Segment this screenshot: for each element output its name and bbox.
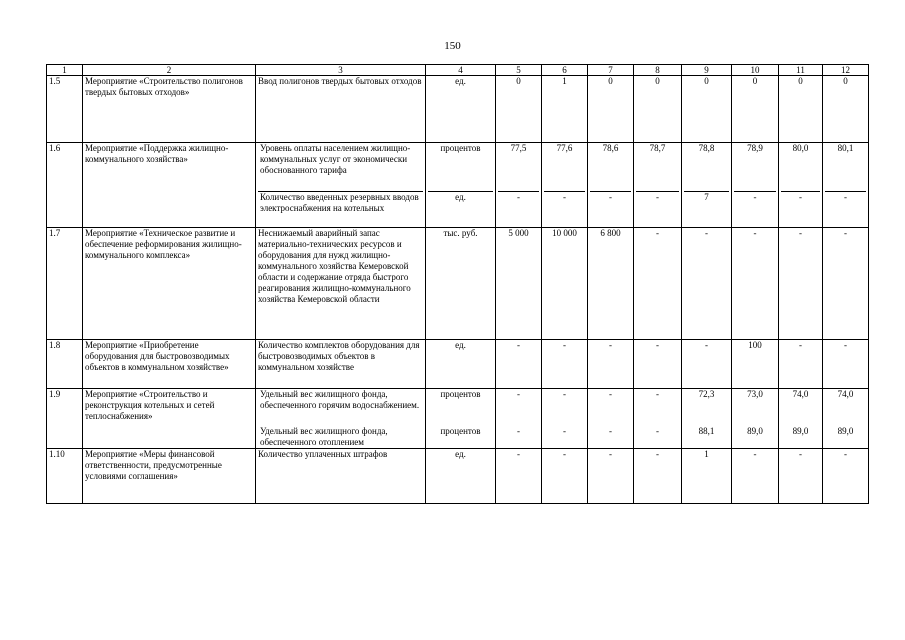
- value-pair: [823, 143, 869, 228]
- value-cell: -: [732, 449, 779, 504]
- header-cell: 2: [83, 65, 256, 76]
- value-cell: -: [825, 191, 866, 227]
- value-cell: 7: [684, 191, 729, 227]
- value-cell: -: [781, 191, 820, 227]
- value-cell: 78,6: [602, 143, 619, 153]
- value-pair: [588, 389, 634, 449]
- value-cell: -: [498, 191, 539, 227]
- value-pair: [682, 389, 732, 449]
- value-cell: -: [734, 191, 776, 227]
- table-row: [47, 76, 869, 143]
- indicator-name: Удельный вес жилищного фонда, обеспеченного отоплением: [260, 426, 388, 447]
- unit: ед.: [426, 340, 496, 389]
- value-cell: 89,0: [792, 426, 809, 436]
- indicator-cell: [256, 143, 426, 228]
- value-cell: 78,8: [698, 143, 715, 153]
- indicator-name: Количество уплаченных штрафов: [256, 449, 426, 504]
- value-cell: -: [517, 426, 520, 436]
- header-cell: 10: [732, 65, 779, 76]
- unit: процентов: [440, 389, 481, 399]
- value-cell: 77,6: [556, 143, 573, 153]
- value-cell: -: [656, 426, 659, 436]
- header-cell: 5: [496, 65, 542, 76]
- value-cell: -: [588, 340, 634, 389]
- indicator-name: Удельный вес жилищного фонда, обеспеченного горячим водоснабжением.: [260, 389, 420, 410]
- value-cell: -: [779, 340, 823, 389]
- value-cell: 1: [682, 449, 732, 504]
- value-cell: 74,0: [792, 389, 809, 399]
- table-row: [47, 228, 869, 340]
- value-cell: -: [609, 426, 612, 436]
- value-cell: -: [823, 449, 869, 504]
- indicator-name: Количество введенных резервных вводов электроснабжения на котельных: [258, 191, 423, 227]
- value-cell: 80,0: [792, 143, 809, 153]
- value-cell: 0: [634, 76, 682, 143]
- value-cell: 5 000: [496, 228, 542, 340]
- row-number: 1.6: [47, 143, 83, 228]
- header-cell: 1: [47, 65, 83, 76]
- value-cell: 0: [823, 76, 869, 143]
- value-cell: 0: [588, 76, 634, 143]
- event-name: Мероприятие «Техническое развитие и обеспечение реформирования жилищно-коммунального комплекса»: [83, 228, 256, 340]
- header-cell: 3: [256, 65, 426, 76]
- unit: процентов: [440, 143, 481, 153]
- value-cell: -: [563, 389, 566, 399]
- value-cell: -: [496, 340, 542, 389]
- value-pair: [779, 389, 823, 449]
- value-cell: -: [823, 340, 869, 389]
- event-name: Мероприятие «Строительство и реконструкция котельных и сетей теплоснабжения»: [83, 389, 256, 449]
- header-row: [47, 65, 869, 76]
- unit: процентов: [440, 426, 481, 436]
- indicator-name: Уровень оплаты населением жилищно-коммунальных услуг от экономически обоснованного тарифа: [260, 143, 411, 175]
- value-pair: [823, 389, 869, 449]
- value-cell: 1: [542, 76, 588, 143]
- value-cell: 0: [779, 76, 823, 143]
- header-cell: 12: [823, 65, 869, 76]
- value-cell: 80,1: [837, 143, 854, 153]
- value-cell: -: [634, 449, 682, 504]
- value-cell: 77,5: [510, 143, 527, 153]
- value-cell: -: [634, 340, 682, 389]
- unit: тыс. руб.: [426, 228, 496, 340]
- value-cell: -: [542, 340, 588, 389]
- value-cell: 73,0: [747, 389, 763, 399]
- value-cell: -: [823, 228, 869, 340]
- value-pair: [779, 143, 823, 228]
- value-cell: 6 800: [588, 228, 634, 340]
- unit: ед.: [426, 449, 496, 504]
- value-pair: [542, 143, 588, 228]
- value-cell: -: [609, 389, 612, 399]
- table-row: [47, 143, 869, 228]
- value-pair: [496, 143, 542, 228]
- value-cell: 78,9: [747, 143, 763, 153]
- value-cell: 72,3: [698, 389, 715, 399]
- value-cell: -: [590, 191, 631, 227]
- value-cell: -: [588, 449, 634, 504]
- indicator-name: Количество комплектов оборудования для быстровозводимых объектов в коммунальном хозяйстве: [256, 340, 426, 389]
- value-pair: [542, 389, 588, 449]
- row-number: 1.7: [47, 228, 83, 340]
- value-pair: [588, 143, 634, 228]
- unit-cell: [426, 389, 496, 449]
- value-pair: [682, 143, 732, 228]
- header-cell: 6: [542, 65, 588, 76]
- table-row: [47, 340, 869, 389]
- value-cell: -: [779, 228, 823, 340]
- header-cell: 7: [588, 65, 634, 76]
- header-cell: 9: [682, 65, 732, 76]
- value-pair: [732, 389, 779, 449]
- value-cell: -: [563, 426, 566, 436]
- value-cell: -: [636, 191, 679, 227]
- row-number: 1.10: [47, 449, 83, 504]
- value-cell: -: [682, 228, 732, 340]
- value-cell: 88,1: [698, 426, 715, 436]
- value-cell: -: [779, 449, 823, 504]
- value-cell: -: [542, 449, 588, 504]
- value-cell: 0: [682, 76, 732, 143]
- value-pair: [732, 143, 779, 228]
- value-cell: 10 000: [542, 228, 588, 340]
- value-cell: -: [517, 389, 520, 399]
- value-pair: [634, 389, 682, 449]
- header-cell: 8: [634, 65, 682, 76]
- event-name: Мероприятие «Поддержка жилищно-коммунального хозяйства»: [83, 143, 256, 228]
- unit: ед.: [428, 191, 493, 227]
- unit-cell: [426, 143, 496, 228]
- indicator-cell: [256, 389, 426, 449]
- event-name: Мероприятие «Строительство полигонов твердых бытовых отходов»: [83, 76, 256, 143]
- value-cell: 89,0: [747, 426, 763, 436]
- header-cell: 11: [779, 65, 823, 76]
- value-pair: [634, 143, 682, 228]
- row-number: 1.5: [47, 76, 83, 143]
- header-cell: 4: [426, 65, 496, 76]
- indicators-table: [46, 64, 869, 504]
- row-number: 1.9: [47, 389, 83, 449]
- row-number: 1.8: [47, 340, 83, 389]
- unit: ед.: [426, 76, 496, 143]
- event-name: Мероприятие «Приобретение оборудования для быстровозводимых объектов в коммунальном хозяйстве»: [83, 340, 256, 389]
- value-cell: -: [634, 228, 682, 340]
- value-cell: 89,0: [837, 426, 854, 436]
- indicator-name: Ввод полигонов твердых бытовых отходов: [256, 76, 426, 143]
- table-row: [47, 389, 869, 449]
- value-cell: 100: [732, 340, 779, 389]
- value-pair: [496, 389, 542, 449]
- value-cell: -: [544, 191, 585, 227]
- table-row: [47, 449, 869, 504]
- value-cell: 78,7: [649, 143, 666, 153]
- value-cell: 0: [732, 76, 779, 143]
- value-cell: 74,0: [837, 389, 854, 399]
- value-cell: -: [732, 228, 779, 340]
- value-cell: -: [656, 389, 659, 399]
- page-number: 150: [444, 40, 461, 52]
- value-cell: 0: [496, 76, 542, 143]
- event-name: Мероприятие «Меры финансовой ответственности, предусмотренные условиями соглашения»: [83, 449, 256, 504]
- indicator-name: Неснижаемый аварийный запас материально-технических ресурсов и оборудования для нужд жилищно-коммунального хозяйства Кемеровской области и содержание отряда быстрого реагирования жилищно-коммунального хозяйства Кемеровской области: [256, 228, 426, 340]
- value-cell: -: [682, 340, 732, 389]
- value-cell: -: [496, 449, 542, 504]
